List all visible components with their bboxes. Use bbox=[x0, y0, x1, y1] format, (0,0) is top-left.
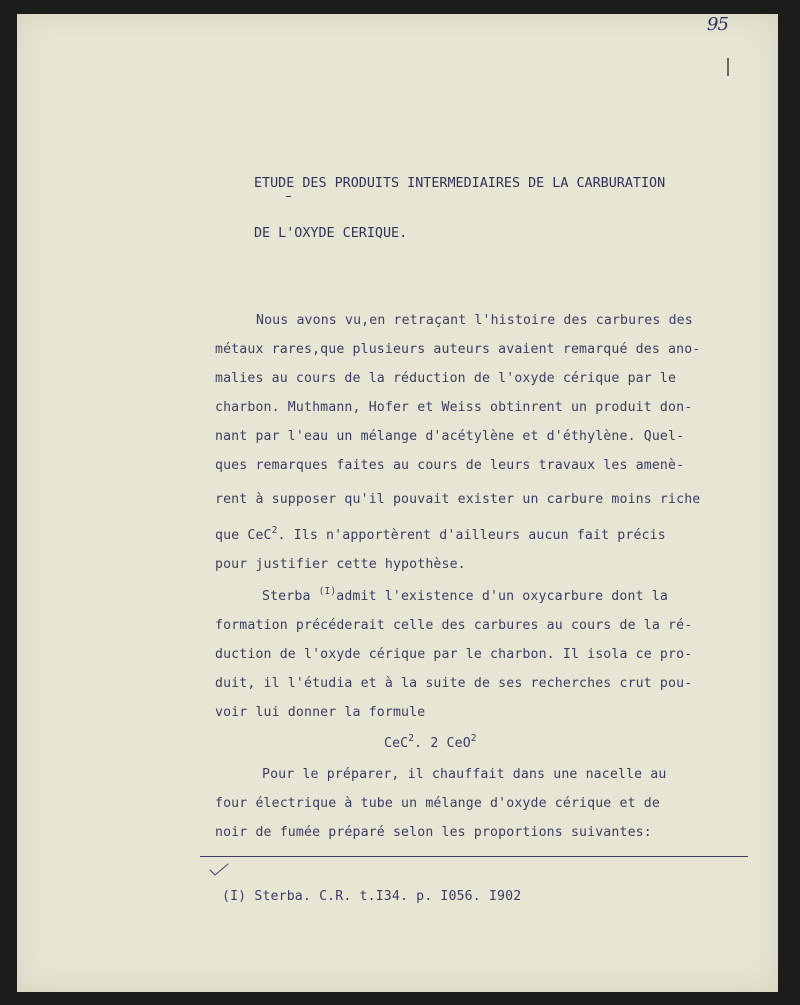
formula-part: . 2 CeO bbox=[414, 736, 471, 751]
body-line: ques remarques faites au cours de leurs travaux les amenè- bbox=[215, 458, 685, 473]
page-number: 95 bbox=[707, 14, 728, 35]
text-run: admit l'existence d'un oxycarbure dont la bbox=[336, 589, 668, 604]
body-line: Nous avons vu,en retraçant l'histoire des carbures des bbox=[256, 313, 693, 328]
formula-part: CeC bbox=[384, 736, 409, 751]
margin-mark bbox=[727, 58, 729, 76]
heading-line-1: ETUDE DES PRODUITS INTERMEDIAIRES DE LA CARBURATION bbox=[254, 176, 666, 191]
superscript: 2 bbox=[470, 733, 477, 744]
body-line: nant par l'eau un mélange d'acétylène et d'éthylène. Quel- bbox=[215, 429, 685, 444]
formula-line bbox=[384, 733, 477, 751]
superscript: 2 bbox=[271, 525, 278, 536]
body-line: duit, il l'étudia et à la suite de ses recherches crut pou- bbox=[215, 676, 693, 691]
typewriter-mark bbox=[286, 196, 291, 197]
body-line: malies au cours de la réduction de l'oxyde cérique par le bbox=[215, 371, 677, 386]
body-line: métaux rares,que plusieurs auteurs avaient remarqué des ano- bbox=[215, 342, 701, 357]
superscript: 2 bbox=[408, 733, 415, 744]
heading-line-2: DE L'OXYDE CERIQUE. bbox=[254, 226, 408, 241]
footnote-ref: (I) bbox=[318, 586, 337, 597]
footnote-rule bbox=[200, 856, 748, 857]
text-run: . Ils n'apportèrent d'ailleurs aucun fait précis bbox=[277, 528, 666, 543]
body-line: rent à supposer qu'il pouvait exister un carbure moins riche bbox=[215, 492, 701, 507]
text-run: Sterba bbox=[262, 589, 319, 604]
body-line: noir de fumée préparé selon les proportions suivantes: bbox=[215, 825, 652, 840]
text-run: que CeC bbox=[215, 528, 272, 543]
body-line: charbon. Muthmann, Hofer et Weiss obtinrent un produit don- bbox=[215, 400, 693, 415]
footnote: (I) Sterba. C.R. t.I34. p. I056. I902 bbox=[222, 889, 522, 904]
body-line: duction de l'oxyde cérique par le charbon. Il isola ce pro- bbox=[215, 647, 693, 662]
body-line: Pour le préparer, il chauffait dans une nacelle au bbox=[262, 767, 667, 782]
body-line: four électrique à tube un mélange d'oxyde cérique et de bbox=[215, 796, 660, 811]
body-line bbox=[215, 525, 666, 543]
body-line bbox=[262, 586, 668, 604]
check-mark-icon bbox=[206, 862, 234, 878]
body-line: voir lui donner la formule bbox=[215, 705, 426, 720]
body-line: formation précéderait celle des carbures au cours de la ré- bbox=[215, 618, 693, 633]
body-line: pour justifier cette hypothèse. bbox=[215, 557, 466, 572]
